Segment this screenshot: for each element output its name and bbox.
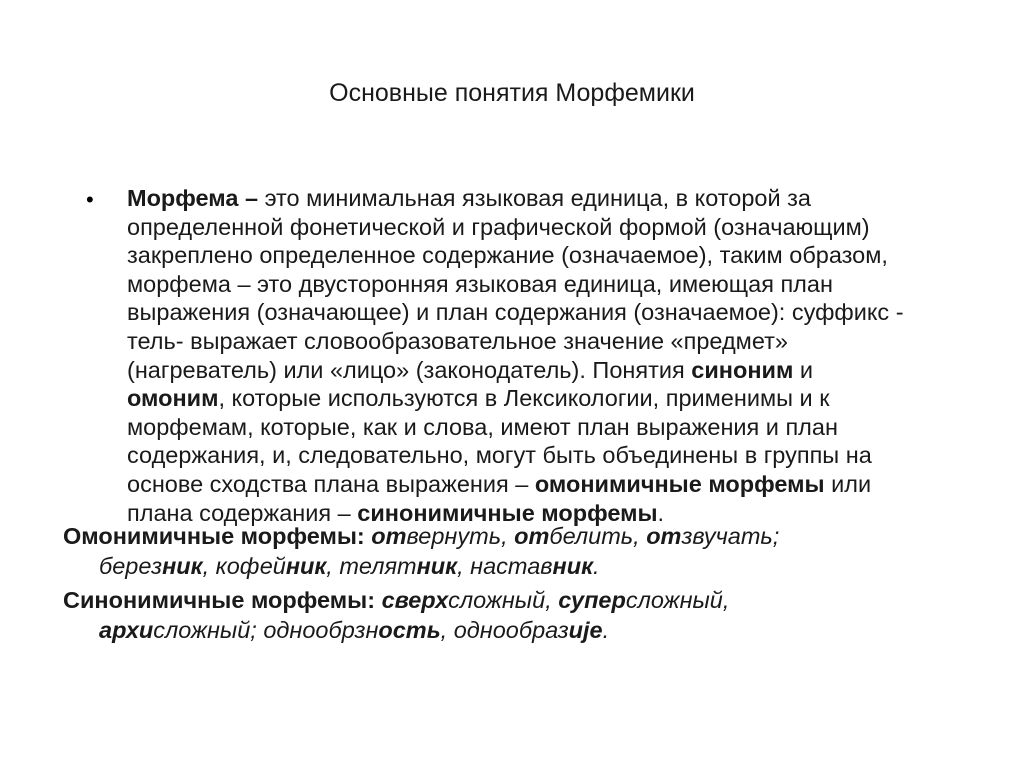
paragraph-line: содержания, и, следовательно, могут быть объединены в группы на: [127, 442, 872, 469]
term-homonymous-morphemes: омонимичные морфемы: [534, 470, 825, 497]
paragraph-line: тель- выражает словообразовательное значение «предмет»: [127, 327, 788, 354]
bullet-icon: •: [86, 187, 94, 212]
term-synonym: синоним: [691, 356, 794, 383]
paragraph-line: закреплено определенное содержание (означаемое), таким образом,: [127, 242, 888, 269]
examples-line: архисложный; однообрзность, однообразије.: [99, 617, 610, 643]
term-morpheme: Морфема –: [127, 185, 259, 211]
synonymous-label: Синонимичные морфемы:: [63, 587, 376, 613]
homonymous-label: Омонимичные морфемы:: [63, 523, 365, 549]
examples-line: Синонимичные морфемы: сверхсложный, суперсложный,: [63, 587, 730, 613]
paragraph-line: плана содержания – синонимичные морфемы.: [127, 499, 665, 526]
term-homonym: омоним: [127, 385, 219, 412]
paragraph-line: морфема – это двусторонняя языковая единица, имеющая план: [127, 270, 833, 297]
paragraph-line: омоним, которые используются в Лексикологии, применимы и к: [127, 385, 830, 412]
homonymous-examples: [63, 521, 963, 581]
paragraph-line: основе сходства плана выражения – омонимичные морфемы или: [127, 470, 872, 497]
paragraph-line: (нагреватель) или «лицо» (законодатель). Понятия синоним и: [127, 356, 813, 383]
paragraph-line: морфемам, которые, как и слова, имеют план выражения и план: [127, 413, 838, 440]
paragraph-line: выражения (означающее) и план содержания (означаемое): суффикс -: [127, 299, 904, 326]
examples-line: березник, кофейник, телятник, наставник.: [99, 553, 600, 579]
synonymous-examples: [63, 585, 963, 645]
examples-line: Омонимичные морфемы: отвернуть, отбелить, отзвучать;: [63, 523, 780, 549]
paragraph-line: Морфема – это минимальная языковая единица, в которой за: [127, 185, 811, 211]
definition-paragraph: [127, 184, 977, 527]
term-synonymous-morphemes: синонимичные морфемы: [357, 499, 658, 526]
paragraph-line: определенной фонетической и графической формой (означающим): [127, 213, 870, 240]
slide-title: Основные понятия Морфемики: [329, 79, 695, 107]
